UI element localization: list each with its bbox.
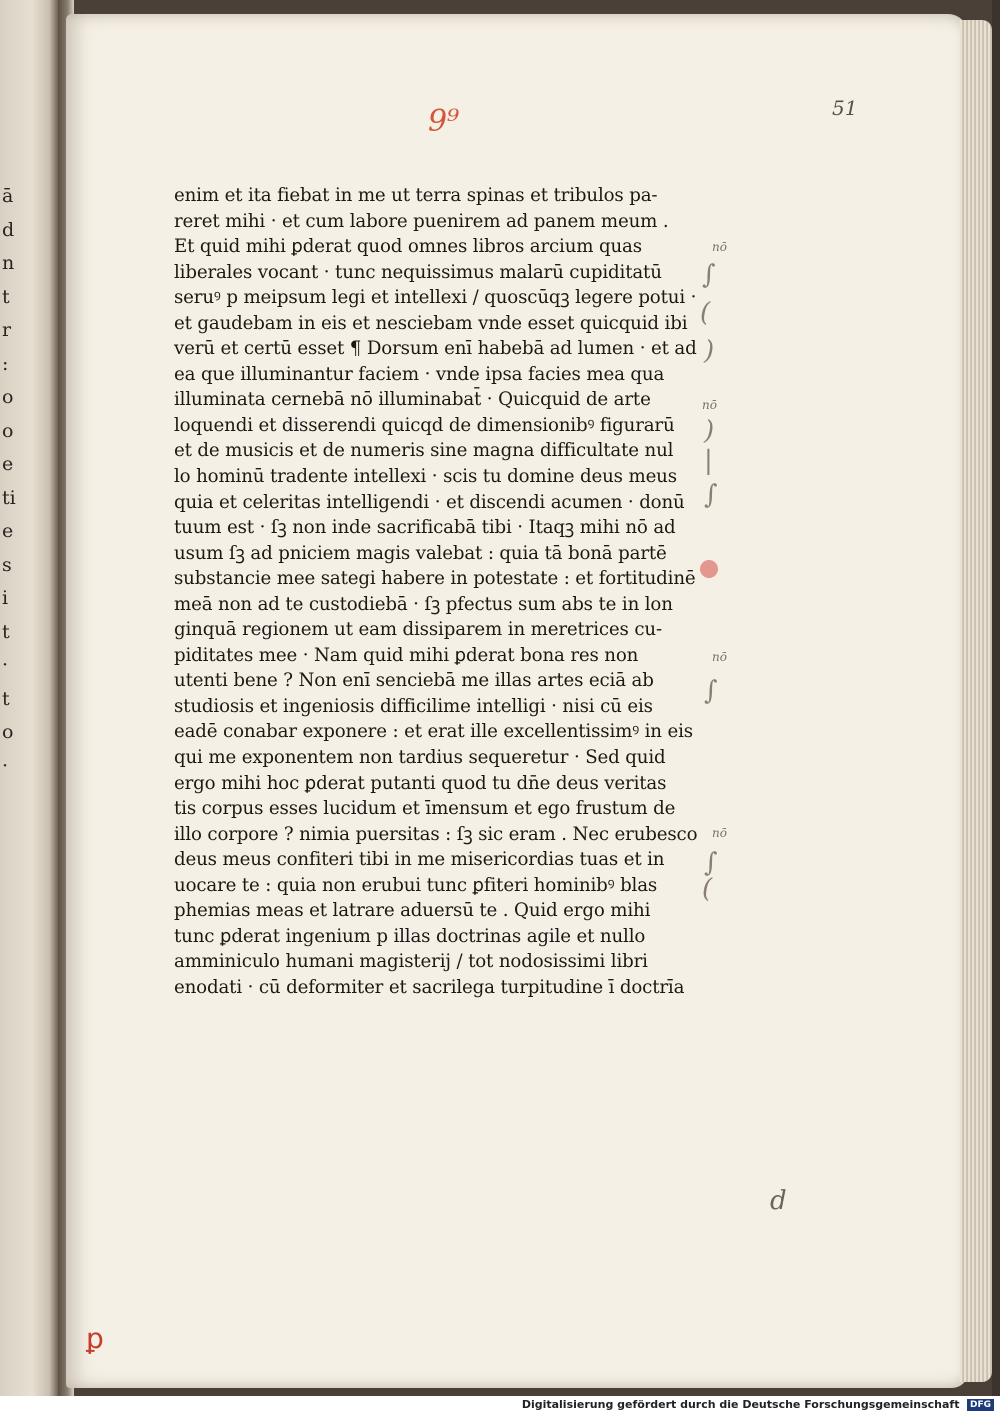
left-page-glyph: d — [2, 218, 15, 241]
left-page-glyph: t — [2, 620, 10, 643]
text-line: liberales vocant · tunc nequissimus malarū cupiditatū — [174, 261, 662, 283]
margin-bracket: ∫ — [702, 260, 716, 290]
main-text-block — [174, 183, 698, 1001]
red-ink-stain — [700, 560, 718, 578]
left-page-glyph: : — [2, 352, 9, 375]
left-page-glyph: s — [2, 553, 12, 576]
left-page-glyph: t — [2, 687, 10, 710]
margin-bracket: ∫ — [704, 676, 718, 706]
text-line: usum ſꝫ ad pniciem magis valebat : quia tā bonā partē — [174, 542, 667, 564]
right-edge-shadow — [992, 0, 1000, 1396]
text-line: illo corpore ? nimia puersitas : ſꝫ sic eram . Nec erubesco — [174, 823, 698, 845]
text-line: reret mihi · et cum labore puenirem ad panem meum . — [174, 210, 669, 232]
margin-note: nō — [712, 650, 727, 664]
left-page-glyph: o — [2, 419, 14, 442]
margin-bracket: ∫ — [704, 848, 718, 878]
text-line: deus meus confiteri tibi in me misericordias tuas et in — [174, 849, 665, 871]
text-line: et de musicis et de numeris sine magna difficultate nul — [174, 440, 674, 462]
text-line: tuum est · ſꝫ non inde sacrificabā tibi · Itaqꝫ mihi nō ad — [174, 517, 676, 539]
left-page-glyph: i — [2, 587, 9, 609]
text-line: ergo mihi hoc ꝑderat putanti quod tu dn̄e deus veritas — [174, 772, 667, 794]
left-page-glyph: n — [2, 252, 15, 274]
text-line: enim et ita fiebat in me ut terra spinas et tribulos pa- — [174, 185, 658, 206]
text-line: eadē conabar exponere : et erat ille excellentissimꝰ in eis — [174, 721, 693, 743]
text-line: illuminata cernebā nō illuminabat̄ · Quicquid de arte — [174, 389, 651, 411]
page-edge-stack — [960, 20, 992, 1382]
text-line: phemias meas et latrare aduersū te . Quid ergo mihi — [174, 900, 651, 922]
left-page-glyph: t — [2, 285, 10, 308]
text-line: tunc ꝑderat ingenium p illas doctrinas agile et nullo — [174, 925, 646, 947]
text-line: substancie mee sategi habere in potestate : et fortitudinē — [174, 568, 696, 590]
text-line: studiosis et ingeniosis difficilime intelligi · nisi cū eis — [174, 695, 653, 717]
left-page-glyph: e — [2, 520, 14, 542]
margin-note: nō — [712, 240, 727, 254]
text-line: seruꝰ p meipsum legi et intellexi / quoscūqꝫ legere potui · — [174, 287, 697, 309]
left-page-edge — [0, 0, 58, 1396]
text-line: ea que illuminantur faciem · vnde ipsa facies mea qua — [174, 363, 665, 385]
left-page-glyph: r — [2, 319, 12, 341]
text-line: uocare te : quia non erubui tunc ꝑfiteri hominibꝰ blas — [174, 874, 658, 896]
red-ink-mark: ꝑ — [86, 1322, 104, 1355]
left-page-glyph: o — [2, 721, 14, 743]
margin-bracket: ( — [700, 298, 711, 328]
text-line: piditates mee · Nam quid mihi ꝑderat bona res non — [174, 644, 639, 666]
margin-note: nō — [712, 826, 727, 840]
text-line: quia et celeritas intelligendi · et discendi acumen · donū — [174, 491, 685, 513]
text-line: qui me exponentem non tardius sequeretur · Sed quid — [174, 747, 666, 769]
left-page-glyph: ti — [2, 486, 16, 509]
text-line: lo hominū tradente intellexi · scis tu domine deus meus — [174, 466, 677, 488]
signature-mark: d — [770, 1186, 787, 1216]
margin-bracket: ∫ — [704, 480, 718, 510]
text-line: Et quid mihi ꝑderat quod omnes libros arcium quas — [174, 236, 642, 258]
left-page-glyph: e — [2, 453, 14, 475]
text-line: loquendi et disserendi quicqd de dimensionibꝰ figurarū — [174, 414, 675, 436]
margin-bracket: | — [704, 446, 713, 476]
folio-number: 51 — [832, 96, 858, 120]
margin-bracket: ) — [704, 336, 715, 366]
text-line: utenti bene ? Non enī senciebā me illas artes eciā ab — [174, 670, 654, 692]
text-line: enodati · cū deformiter et sacrilega turpitudine ī doctrīa — [174, 976, 685, 998]
dfg-logo: DFG — [967, 1399, 994, 1411]
text-line: verū et certū esset ¶ Dorsum enī habebā ad lumen · et ad — [174, 338, 697, 360]
text-line: et gaudebam in eis et nesciebam vnde esset quicquid ibi — [174, 312, 688, 334]
text-line: meā non ad te custodiebā · ſꝫ pfectus sum abs te in lon — [174, 593, 673, 615]
text-line: amminiculo humani magisterij / tot nodosissimi libri — [174, 951, 648, 973]
text-line: tis corpus esses lucidum et īmensum et ego frustum de — [174, 798, 676, 820]
digitization-footer — [0, 1396, 1000, 1414]
left-page-text-fragment — [2, 180, 20, 783]
left-page-glyph: o — [2, 386, 14, 408]
margin-bracket: ) — [704, 416, 715, 446]
left-page-glyph: · — [2, 754, 9, 777]
quire-mark: 9⁹ — [428, 104, 460, 139]
left-page-glyph: ā — [2, 185, 14, 207]
digitization-credit: Digitalisierung gefördert durch die Deutsche Forschungsgemeinschaft — [521, 1398, 960, 1411]
text-line: ginquā regionem ut eam dissiparem in meretrices cu- — [174, 619, 662, 641]
left-page-glyph: · — [2, 654, 9, 676]
margin-bracket: ( — [702, 874, 713, 904]
margin-note: nō — [702, 398, 717, 412]
